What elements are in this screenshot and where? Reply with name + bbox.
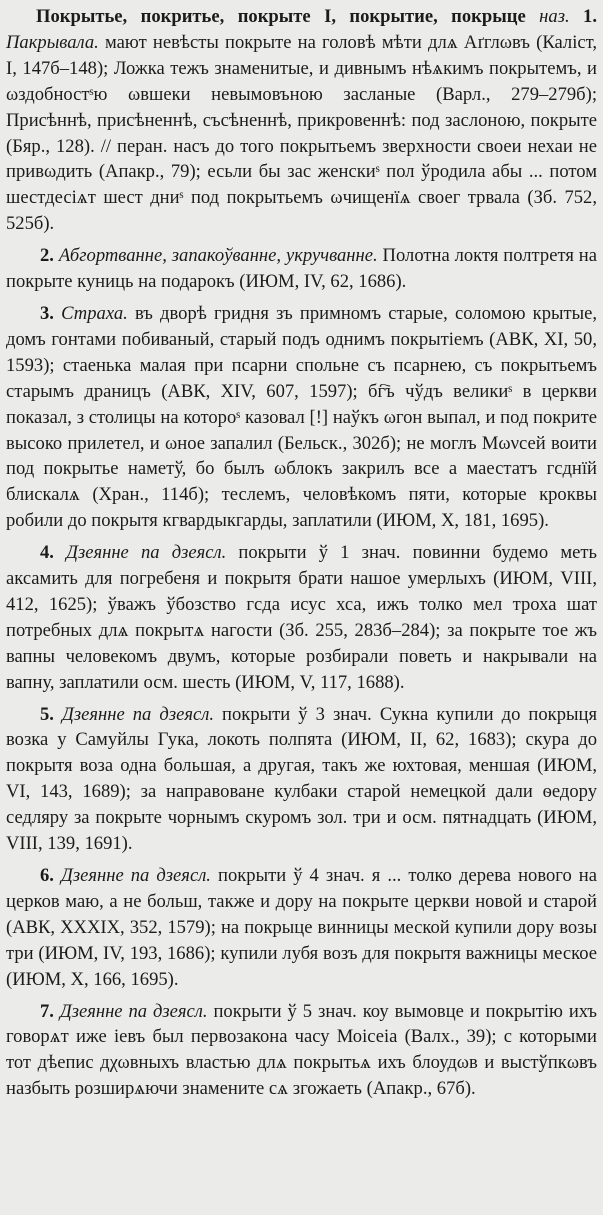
sense-label: Страха. — [61, 302, 128, 324]
sense-text: Полотна локтя полтретя на покрыте куниць на подарокъ (ИЮМ, IV, 62, 1686). — [6, 245, 597, 293]
sense-text: покрыти ў 4 знач. я ... толко дерева нового на церков маю, а не больш, также и дору на покрыте церкви новой и старой (АВК, XXXIX, 352, 1579); на покрыце винницы меской купили дору возы три (ИЮМ, IV, 193, 1686); купили лубя возъ для покрытя важницы меское (ИЮМ, X, 166, 1695). — [6, 865, 597, 990]
sense-label: Пакрывала. — [6, 31, 99, 53]
sense-label: Дзеянне па дзеясл. — [66, 542, 227, 564]
entry-sense-5 — [6, 702, 597, 857]
entry-sense-1 — [6, 4, 597, 237]
entry-pos: наз. — [539, 6, 570, 27]
sense-number: 1. — [583, 6, 597, 27]
sense-label: Дзеянне па дзеясл. — [59, 1000, 208, 1022]
entry-sense-4 — [6, 540, 597, 695]
entry-sense-3 — [6, 301, 597, 534]
sense-label: Абгортванне, запакоўванне, укручванне. — [58, 245, 378, 267]
entry-sense-2 — [6, 243, 597, 295]
entry-sense-7 — [6, 999, 597, 1103]
sense-label: Дзеянне па дзеясл. — [61, 865, 211, 886]
sense-number: 2. — [40, 245, 54, 267]
sense-text: покрыти ў 5 знач. коу вымовце и покрытію ихъ говорѧт иже іевъ был первозакона часу Моісеіа (Валх., 39); с которыми тот дѣепис дχωвныхъ властью длѧ покрытьѧ ихъ блоудωв и выстўпкωвъ назбыть розширѧючи знамените сѧ згожаеть (Апакр., 67б). — [6, 1000, 598, 1100]
sense-number: 6. — [40, 865, 54, 886]
sense-number: 7. — [40, 1000, 54, 1022]
sense-number: 3. — [40, 302, 54, 324]
sense-number: 5. — [40, 703, 54, 725]
sense-text: покрыти ў 3 знач. Сукна купили до покрыця возка у Самуйлы Гука, локоть полпята (ИЮМ, II, 62, 1683); скура до покрытя воза одна большая, а другая, такъ же юхтовая, меншая (ИЮМ, VI, 143, 1689); за направоване кулбаки старой немецкой дали ѳедору седляру за покрыте чорнымъ скуромъ зол. три и осм. пятнадцать (ИЮМ, VIII, 139, 1691). — [6, 703, 598, 855]
sense-text: мают невѣсты покрыте на головѣ мѣти длѧ Аґглωвъ (Каліст, I, 147б–148); Ложка тежъ знаменитые, и дивнымъ нѣѧкимъ покрытемъ, и ωздобностˢю ωвшеки невымовъною засланые (Варл., 279–279б); Присѣннѣ, присѣненнѣ, съсѣненнѣ, прикровеннѣ: под заслоною, покрыте (Бяр., 128). // перан. насъ до того покрытьемъ зверхности своеи нехаи не привωдить (Апакр., 79); есьли бы зас женскиˢ пол ўродила абы ... потом шестдесіѧт шест дниˢ под покрытьемъ ωчищенїѧ своег трвала (Зб. 752, 525б). — [6, 31, 597, 235]
entry-headword: Покрытье, покритье, покрыте I, покрытие, покрыце — [36, 6, 526, 27]
sense-text: въ дворѣ гридня зъ примномъ старые, соломою крытые, домъ гонтами побиваный, старый подъ однимъ покрытіемъ (АВК, XI, 50, 1593); стаенька малая при псарни спольне съ псарнею, съ покрытьемъ старымъ драницъ (АВК, XIV, 607, 1597); бг҇ъ чўдъ великиˢ в церкви показал, з столицы на котороˢ казовал [!] наўкъ ωгон выпал, и под покрите высоко прилетел, и ωное запалил (Бельск., 302б); не моглъ Мωνсей воити под покрытье наметў, бо былъ ωблокъ закрилъ все а маестатъ гсднїй блискалѧ (Хран., 114б); теслемъ, человѣкомъ пяти, которые кроквы робили до покрытя кгвардыкгарды, заплатили (ИЮМ, X, 181, 1695). — [6, 302, 597, 532]
sense-number: 4. — [40, 542, 54, 564]
sense-text: покрыти ў 1 знач. повинни будемо меть аксамить для погребеня и покрытя брати нашое умерлыхъ (ИЮМ, VIII, 412, 1625); ўважъ ўбозство гсда исус хса, ижъ толко мел троха шат потребных длѧ покрытѧ нагости (Зб. 255, 283б–284); за покрыте тое жъ вапны человекомъ двумъ, которые розбирали поветь и накрывали на вапну, заплатили осм. шесть (ИЮМ, V, 117, 1688). — [6, 542, 597, 693]
sense-label: Дзеянне па дзеясл. — [62, 703, 214, 725]
entry-sense-6 — [6, 863, 597, 993]
